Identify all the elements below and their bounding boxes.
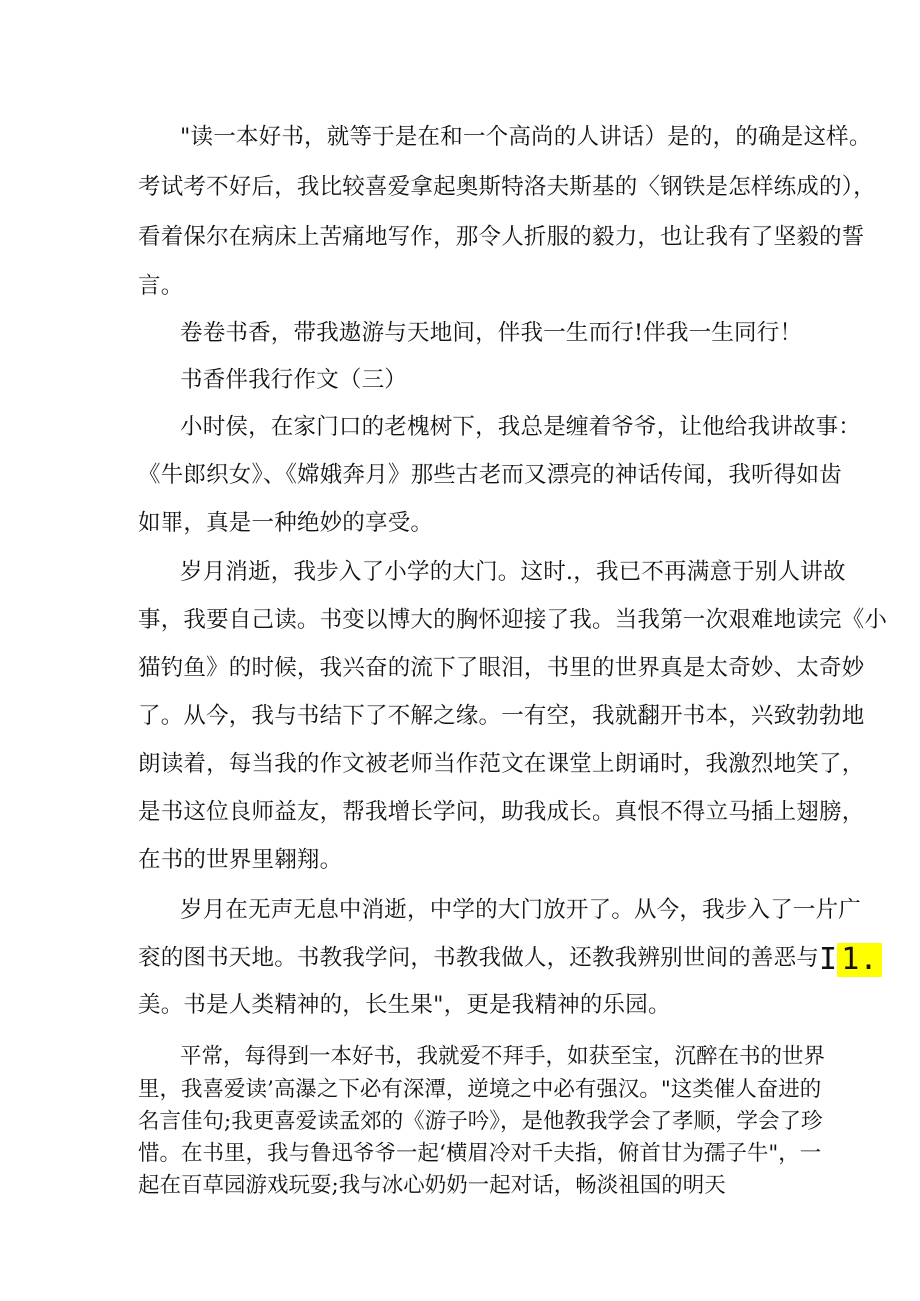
text-line: 考试考不好后，我比较喜爱拿起奥斯特洛夫斯基的〈钢铁是怎样练成的）， (138, 174, 876, 200)
text-line: 卷卷书香，带我遨游与天地间，伴我一生而行!伴我一生同行！ (180, 320, 803, 346)
heading-text: 书香伴我行作文（三） (180, 367, 408, 393)
text-span: 衮的图书天地。书教我学问，书教我做人，还教我辨别世间的善恶与 (138, 945, 820, 971)
text-line: 岁月在无声无息中消逝，中学的大门放开了。从今，我步入了一片广 (180, 897, 862, 923)
text-line: 了。从今，我与书结下了不解之缘。一有空，我就翻开书本，兴致勃勃地 (138, 703, 865, 729)
text-line: 起在百草园游戏玩耍;我与冰心奶奶一起对话，畅淡祖国的明天 (138, 1173, 726, 1198)
text-line: 里，我喜爱读’高瀑之下必有深潭，逆境之中必有强汉。"这类催人奋进的 (138, 1077, 822, 1102)
text-line (138, 943, 882, 977)
text-line: 在书的世界里翱翔。 (138, 847, 343, 873)
text-line: 看着保尔在病床上苦痛地写作，那令人折服的毅力，也让我有了坚毅的誓 (138, 224, 865, 250)
highlighted-text: 1. (837, 943, 882, 977)
text-line: 《牛郎织女》、《嫦娥奔月》那些古老而又漂亮的神话传闻，我听得如齿 (138, 462, 842, 488)
ocr-artifact-text: I (819, 942, 838, 977)
text-line: 美。书是人类精神的，长生果"，更是我精神的乐园。 (138, 992, 671, 1018)
text-line: 是书这位良师益友，帮我增长学问，助我成长。真恨不得立马插上翅膀， (138, 799, 865, 825)
text-line: 惜。在书里，我与鲁迅爷爷一起‘横眉冷对千夫指，俯首甘为孺子牛"，一 (138, 1141, 822, 1166)
text-line: 如罪，真是一种绝妙的享受。 (138, 510, 434, 536)
text-line: 言。 (138, 273, 184, 299)
text-line: 名言佳句;我更喜爱读孟郊的《游子吟》，是他教我学会了孝顺，学会了珍 (138, 1109, 823, 1134)
text-line: 平常，每得到一本好书，我就爱不拜手，如获至宝，沉醉在书的世界 (180, 1044, 826, 1069)
text-line: 朗读着，每当我的作文被老师当作范文在课堂上朗诵时，我激烈地笑了， (138, 751, 865, 777)
text-line: "读一本好书，就等于是在和一个高尚的人讲话）是的，的确是这样。 (180, 124, 872, 150)
text-line: 岁月消逝，我步入了小学的大门。这时.，我已不再满意于别人讲故 (180, 559, 846, 585)
text-line: 猫钓鱼》的时候，我兴奋的流下了眼泪，书里的世界真是太奇妙、太奇妙 (138, 655, 865, 681)
text-line: 小时侯，在家门口的老槐树下，我总是缠着爷爷，让他给我讲故事： (180, 414, 862, 440)
text-line: 事，我要自己读。书变以博大的胸怀迎接了我。当我第一次艰难地读完《小 (138, 607, 888, 633)
